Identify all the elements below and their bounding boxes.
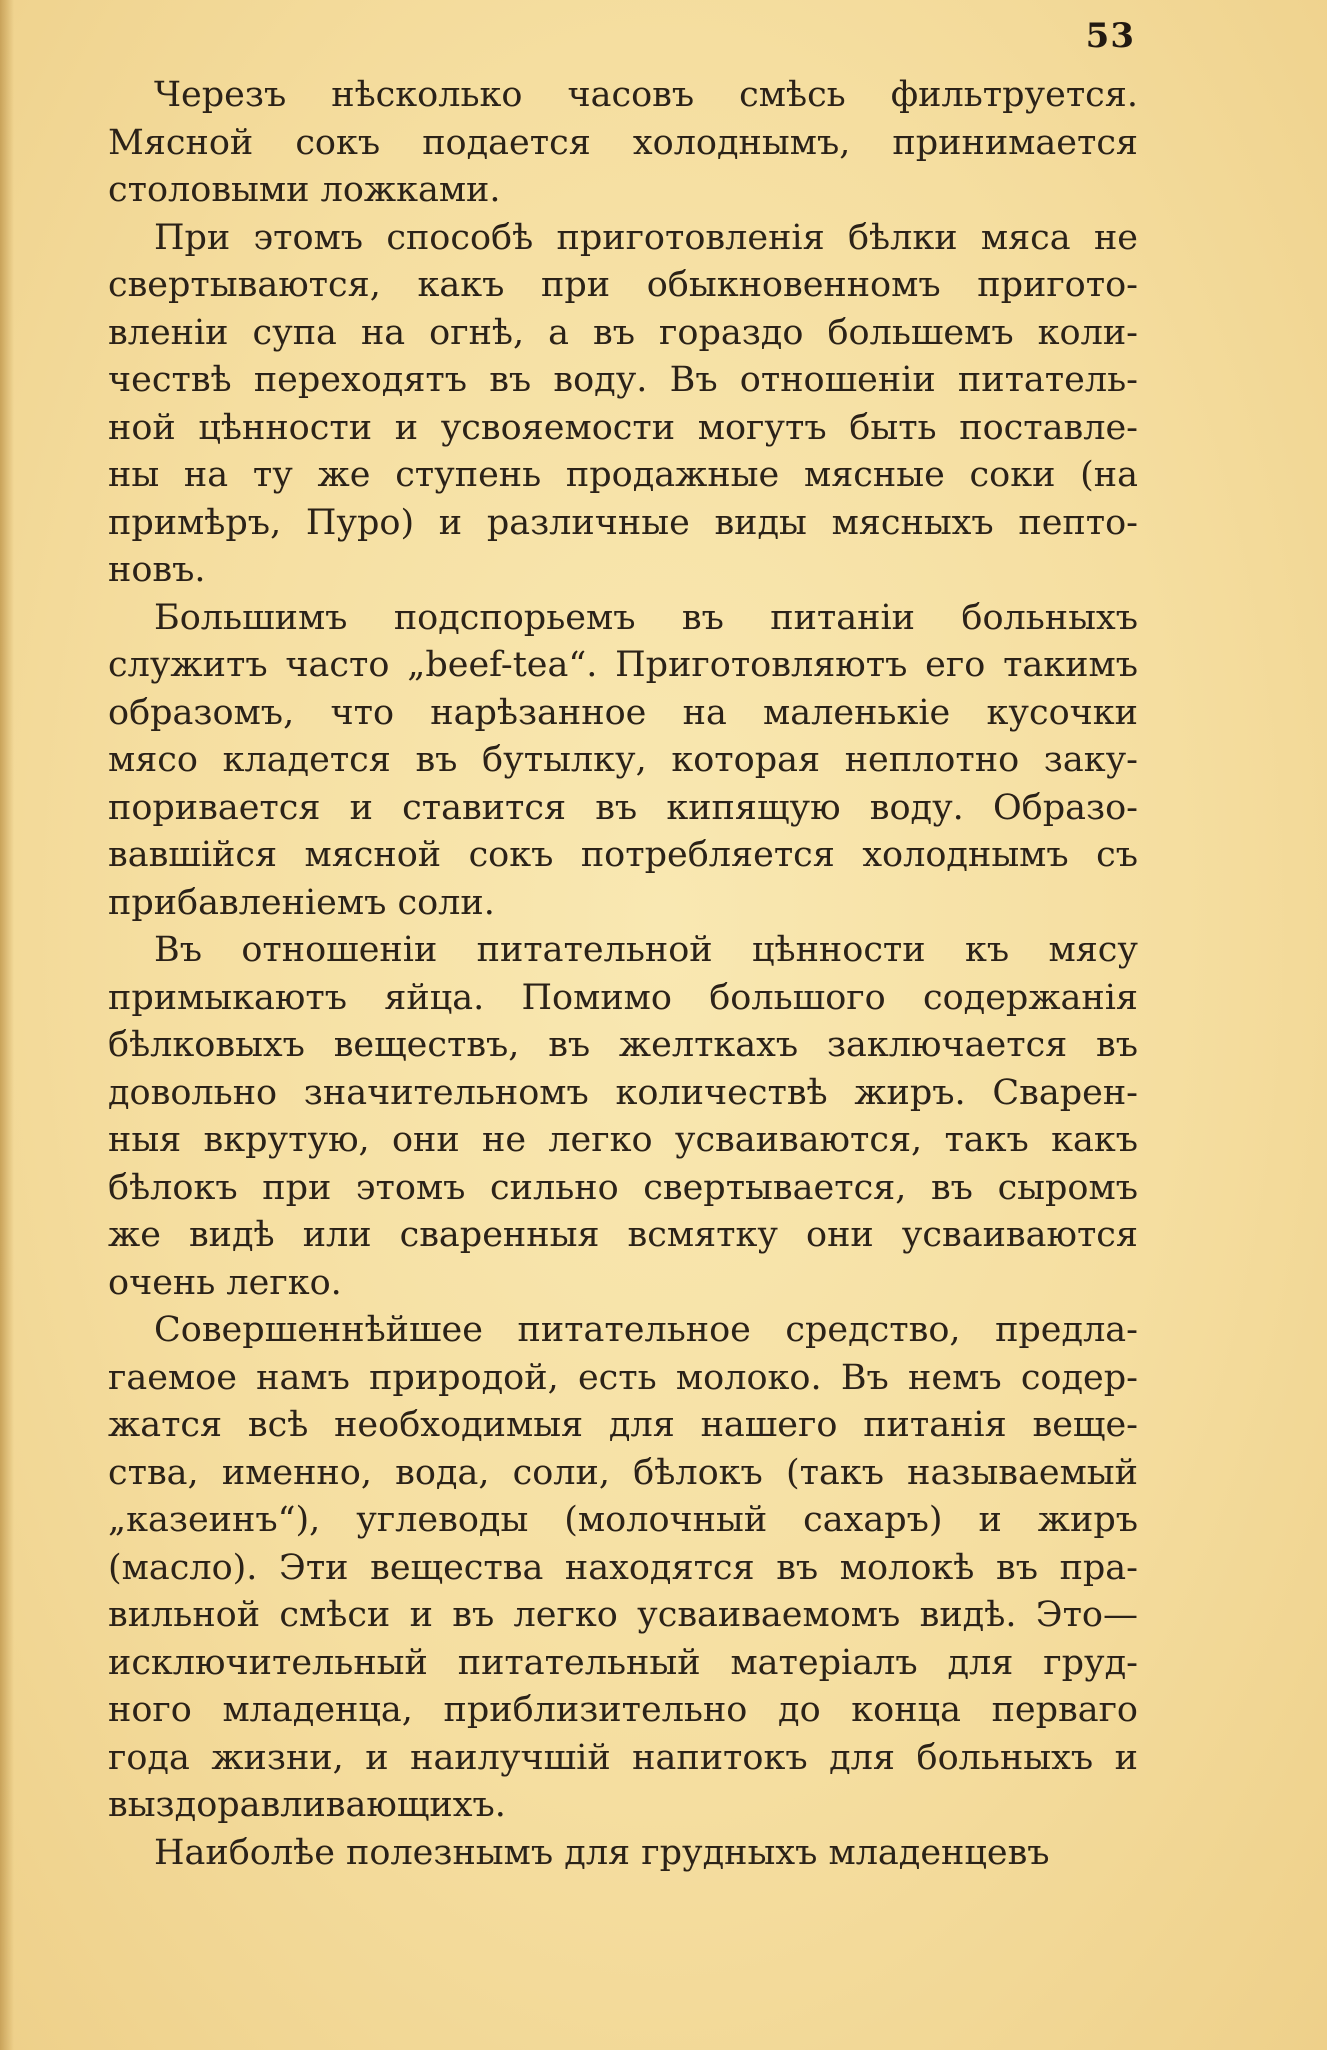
- text-line: примѣръ, Пуро) и различные виды мясныхъ пепто-: [108, 502, 1138, 543]
- text-line: образомъ, что нарѣзанное на маленькіе кусочки: [108, 692, 1138, 733]
- text-line: Наиболѣе полезнымъ для грудныхъ младенцевъ: [154, 1832, 1050, 1873]
- text-line: года жизни, и наилучшій напитокъ для больныхъ и: [108, 1737, 1138, 1778]
- text-line: чествѣ переходятъ въ воду. Въ отношеніи питатель-: [108, 360, 1138, 400]
- text-line: жатся всѣ необходимыя для нашего питанія веще-: [108, 1405, 1138, 1445]
- text-line: ны на ту же ступень продажные мясные соки (на: [108, 455, 1138, 495]
- text-line: При этомъ способѣ приготовленія бѣлки мяса не: [154, 217, 1138, 258]
- paragraph: [108, 1307, 1138, 1830]
- text-line: примыкаютъ яйца. Помимо большого содержанія: [108, 977, 1138, 1018]
- paragraph: [108, 595, 1138, 928]
- body-text: [108, 72, 1138, 2032]
- text-line: свертываются, какъ при обыкновенномъ пригото-: [108, 265, 1138, 305]
- text-line: Большимъ подспорьемъ въ питаніи больныхъ: [154, 597, 1138, 638]
- text-line: довольно значительномъ количествѣ жиръ. Сварен-: [108, 1072, 1138, 1113]
- paragraph: [108, 927, 1138, 1307]
- text-line: гаемое намъ природой, есть молоко. Въ немъ содер-: [108, 1357, 1138, 1398]
- text-line: Въ отношеніи питательной цѣнности къ мясу: [154, 930, 1138, 970]
- text-line: „казеинъ“), углеводы (молочный сахаръ) и жиръ: [108, 1500, 1138, 1540]
- text-line: поривается и ставится въ кипящую воду. Образо-: [108, 787, 1138, 828]
- paragraph: [108, 215, 1138, 595]
- text-line: Черезъ нѣсколько часовъ смѣсь фильтруется.: [154, 75, 1138, 115]
- text-line: бѣлокъ при этомъ сильно свертывается, въ сыромъ: [108, 1167, 1138, 1208]
- text-line: Совершеннѣйшее питательное средство, предла-: [154, 1310, 1138, 1350]
- text-line: ного младенца, приблизительно до конца перваго: [108, 1690, 1138, 1730]
- paragraph: [108, 72, 1138, 215]
- text-line: ства, именно, вода, соли, бѣлокъ (такъ называемый: [108, 1452, 1138, 1493]
- text-line: вавшійся мясной сокъ потребляется холоднымъ съ: [108, 835, 1138, 875]
- text-line: служитъ часто „beef-tea“. Приготовляютъ его такимъ: [108, 645, 1138, 685]
- text-line: бѣлковыхъ веществъ, въ желткахъ заключается въ: [108, 1025, 1138, 1065]
- text-line: (масло). Эти вещества находятся въ молокѣ въ пра-: [108, 1547, 1138, 1588]
- page-binding-shadow: [0, 0, 14, 2050]
- text-line: Мясной сокъ подается холоднымъ, принимается: [108, 122, 1138, 163]
- text-line: мясо кладется въ бутылку, которая неплотно заку-: [108, 740, 1138, 780]
- text-line: новъ.: [108, 550, 206, 590]
- text-line: вленіи супа на огнѣ, а въ гораздо большемъ коли-: [108, 312, 1138, 353]
- text-line: очень легко.: [108, 1262, 342, 1303]
- page-number: 53: [1085, 16, 1135, 56]
- text-line: вильной смѣси и въ легко усваиваемомъ видѣ. Это—: [108, 1595, 1138, 1635]
- paragraph: [108, 1830, 1138, 1878]
- text-line: ной цѣнности и усвояемости могутъ быть поставле-: [108, 407, 1138, 448]
- text-line: исключительный питательный матеріалъ для груд-: [108, 1642, 1138, 1683]
- text-line: выздоравливающихъ.: [108, 1785, 506, 1825]
- text-line: же видѣ или сваренныя всмятку они усваиваются: [108, 1215, 1138, 1255]
- text-line: ныя вкрутую, они не легко усваиваются, такъ какъ: [108, 1120, 1138, 1160]
- text-line: прибавленіемъ соли.: [108, 882, 495, 923]
- text-line: столовыми ложками.: [108, 170, 501, 210]
